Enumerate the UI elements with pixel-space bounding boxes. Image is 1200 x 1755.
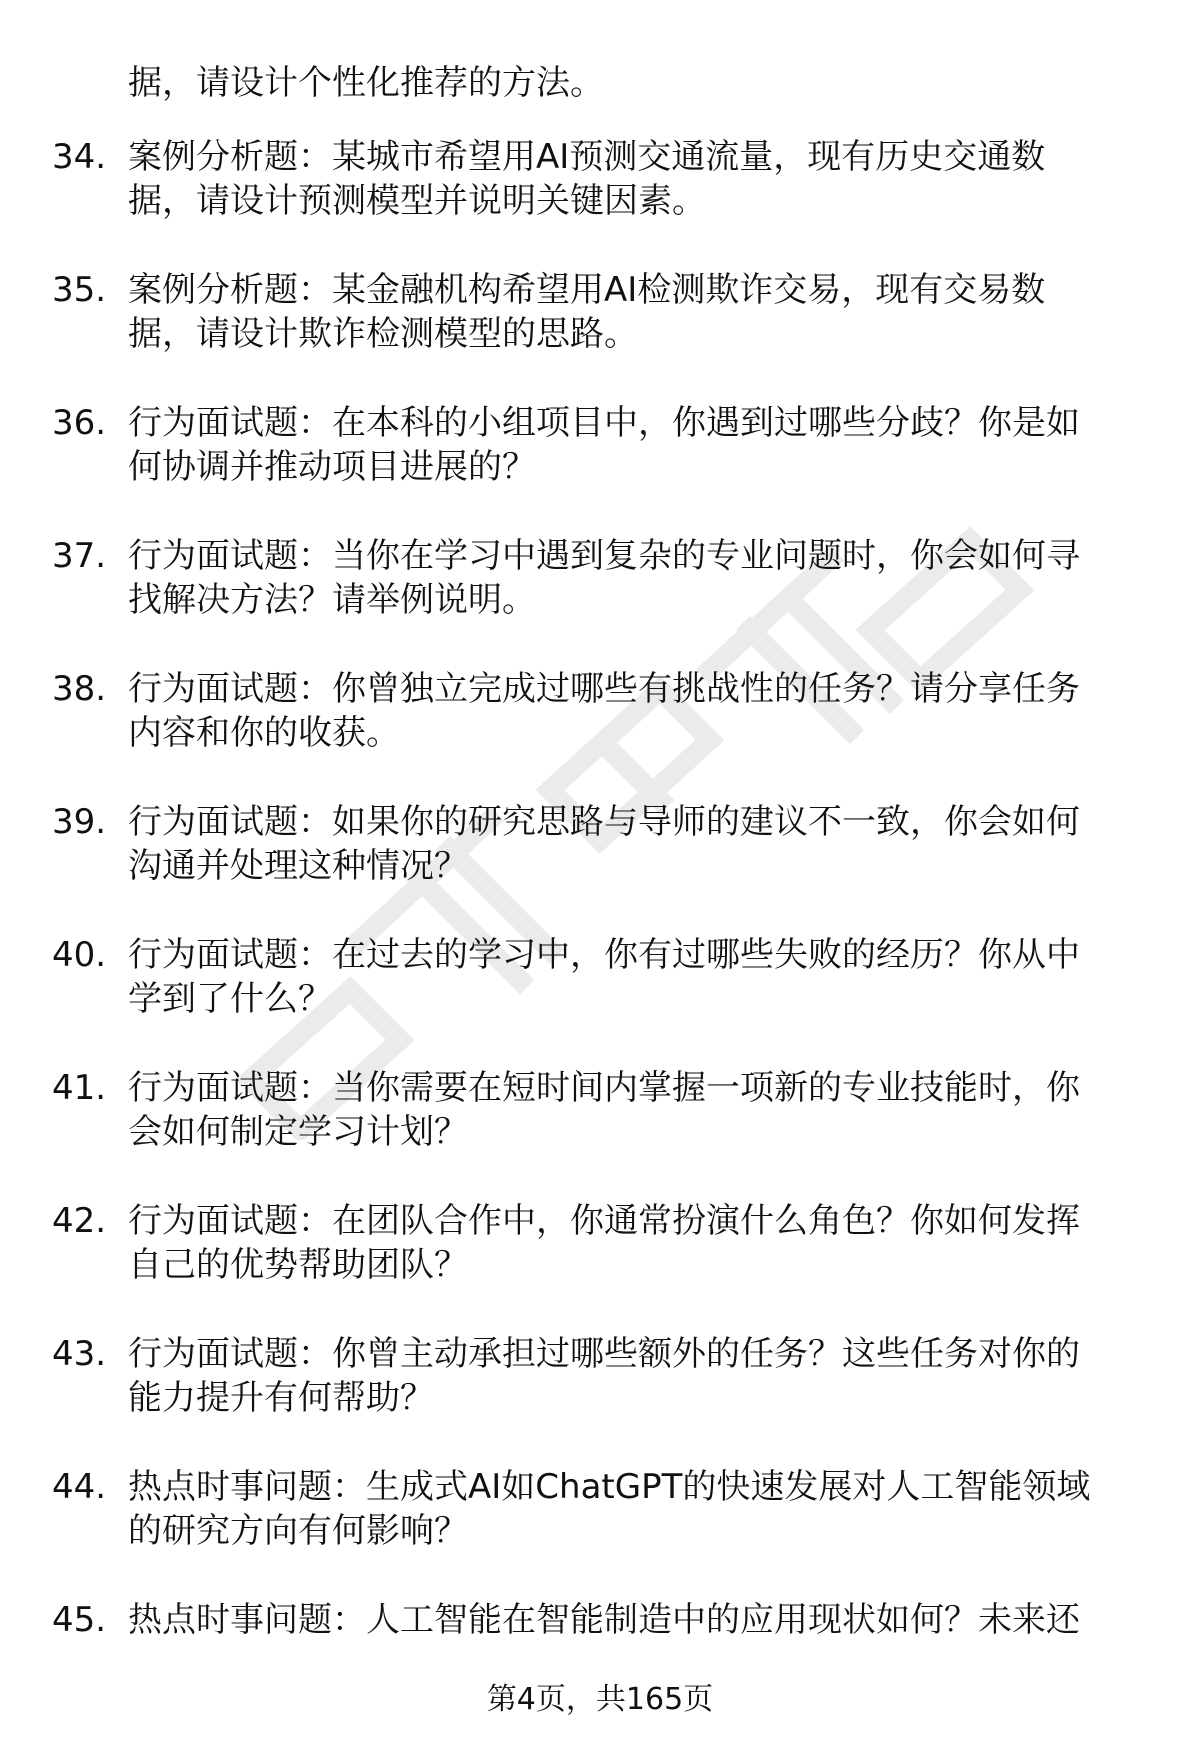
list-item: [0, 1066, 1200, 1199]
question-line: 行为面试题：在过去的学习中，你有过哪些失败的经历？你从中: [128, 935, 1080, 975]
question-line: 热点时事问题：人工智能在智能制造中的应用现状如何？未来还: [128, 1600, 1080, 1640]
question-number: 42.: [52, 1201, 107, 1241]
question-text: [128, 1465, 1143, 1553]
question-line: 会如何制定学习计划？: [128, 1112, 468, 1152]
question-number: 38.: [52, 669, 107, 709]
question-line: 自己的优势帮助团队？: [128, 1245, 468, 1285]
question-number: 39.: [52, 802, 107, 842]
page-footer: 第4页，共165页: [486, 1682, 714, 1717]
list-item: [0, 667, 1200, 800]
question-line: 案例分析题：某金融机构希望用AI检测欺诈交易，现有交易数: [128, 270, 1046, 310]
question-line: 找解决方法？请举例说明。: [128, 580, 536, 620]
question-number: 35.: [52, 270, 107, 310]
list-item: [0, 401, 1200, 534]
list-item: [0, 1465, 1200, 1598]
question-line: 行为面试题：当你在学习中遇到复杂的专业问题时，你会如何寻: [128, 536, 1080, 576]
question-line: 热点时事问题：生成式AI如ChatGPT的快速发展对人工智能领域: [128, 1467, 1091, 1507]
question-number: 36.: [52, 403, 107, 443]
question-number: 37.: [52, 536, 107, 576]
question-line: 何协调并推动项目进展的？: [128, 447, 536, 487]
question-line: 据，请设计预测模型并说明关键因素。: [128, 181, 706, 221]
list-item: [0, 135, 1200, 268]
question-number: 45.: [52, 1600, 107, 1640]
question-text: [128, 534, 1143, 622]
question-line: 内容和你的收获。: [128, 713, 400, 753]
list-item: [0, 1199, 1200, 1332]
question-line: 据，请设计欺诈检测模型的思路。: [128, 314, 638, 354]
question-line: 行为面试题：你曾主动承担过哪些额外的任务？这些任务对你的: [128, 1334, 1080, 1374]
question-text: [128, 1332, 1143, 1420]
list-item: [0, 534, 1200, 667]
list-item: [0, 268, 1200, 401]
question-number: 44.: [52, 1467, 107, 1507]
question-number: 43.: [52, 1334, 107, 1374]
question-text: [128, 800, 1143, 888]
question-text: [128, 268, 1143, 356]
question-line: 行为面试题：如果你的研究思路与导师的建议不一致，你会如何: [128, 802, 1080, 842]
question-number: 34.: [52, 137, 107, 177]
question-line: 行为面试题：当你需要在短时间内掌握一项新的专业技能时，你: [128, 1068, 1080, 1108]
question-line: 行为面试题：在团队合作中，你通常扮演什么角色？你如何发挥: [128, 1201, 1080, 1241]
question-line: 学到了什么？: [128, 979, 332, 1019]
question-text: [128, 1598, 1143, 1642]
question-line: 行为面试题：在本科的小组项目中，你遇到过哪些分歧？你是如: [128, 403, 1080, 443]
question-text: [128, 135, 1143, 223]
question-text: [128, 401, 1143, 489]
continuation-text: 据，请设计个性化推荐的方法。: [128, 63, 604, 103]
question-text: [128, 933, 1143, 1021]
question-line: 沟通并处理这种情况？: [128, 846, 468, 886]
list-item: [0, 933, 1200, 1066]
question-line: 行为面试题：你曾独立完成过哪些有挑战性的任务？请分享任务: [128, 669, 1080, 709]
list-item: [0, 1332, 1200, 1465]
question-text: [128, 1199, 1143, 1287]
question-number: 40.: [52, 935, 107, 975]
question-line: 能力提升有何帮助？: [128, 1378, 434, 1418]
question-text: [128, 667, 1143, 755]
question-number: 41.: [52, 1068, 107, 1108]
question-line: 的研究方向有何影响？: [128, 1511, 468, 1551]
question-text: [128, 1066, 1143, 1154]
question-list: [0, 135, 1200, 1731]
list-item: [0, 800, 1200, 933]
question-line: 案例分析题：某城市希望用AI预测交通流量，现有历史交通数: [128, 137, 1046, 177]
